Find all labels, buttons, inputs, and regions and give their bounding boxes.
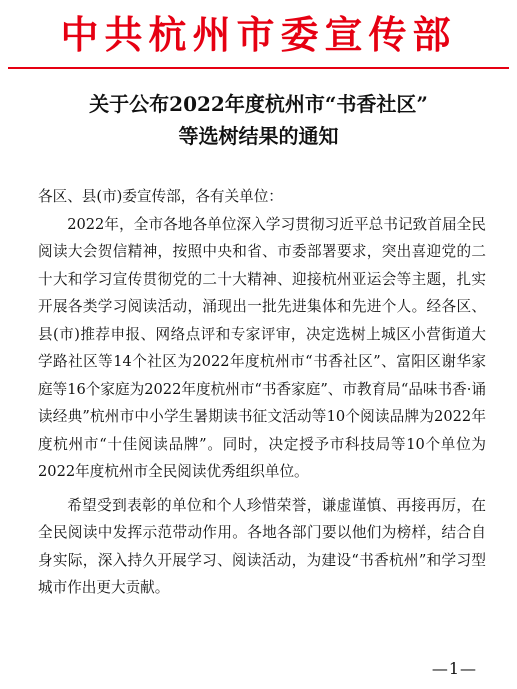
header-red-rule	[8, 67, 509, 69]
page-number: —1—	[431, 659, 477, 678]
issuing-organization-header: 中共杭州市委宣传部	[60, 12, 457, 57]
document-title-line-1: 关于公布2022年度杭州市“书香社区”	[89, 92, 428, 116]
document-title-line-2: 等选树结果的通知	[178, 124, 339, 148]
body-paragraph-1: 2022年，全市各地各单位深入学习贯彻习近平总书记致首届全民阅读大会贺信精神，按照中央和省、市委部署要求，突出喜迎党的二十大和学习宣传贯彻党的二十大精神、迎接杭州亚运会等主题，扎实开展各类学习阅读活动，涌现出一批先进集体和先进个人。经各区、县(市)推荐申报、网络点评和专家评审，决定选树上城区小营街道大学路社区等14个社区为2022年度杭州市“书香社区”、富阳区谢华家庭等16个家庭为2022年度杭州市“书香家庭”、市教育局“品味书香·诵读经典”杭州市中小学生暑期读书征文活动等10个阅读品牌为2022年度杭州市“十佳阅读品牌”。同时，决定授予市科技局等10个单位为2022年度杭州市全民阅读优秀组织单位。	[38, 215, 486, 480]
document-body	[38, 183, 486, 602]
document-title	[0, 88, 517, 152]
body-paragraph-2: 希望受到表彰的单位和个人珍惜荣誉，谦虚谨慎、再接再厉，在全民阅读中发挥示范带动作用。各地各部门要以他们为榜样，结合自身实际，深入持久开展学习、阅读活动，为建设“书香杭州”和学习型城市作出更大贡献。	[38, 496, 486, 596]
salutation: 各区、县(市)委宣传部，各有关单位：	[38, 188, 283, 205]
